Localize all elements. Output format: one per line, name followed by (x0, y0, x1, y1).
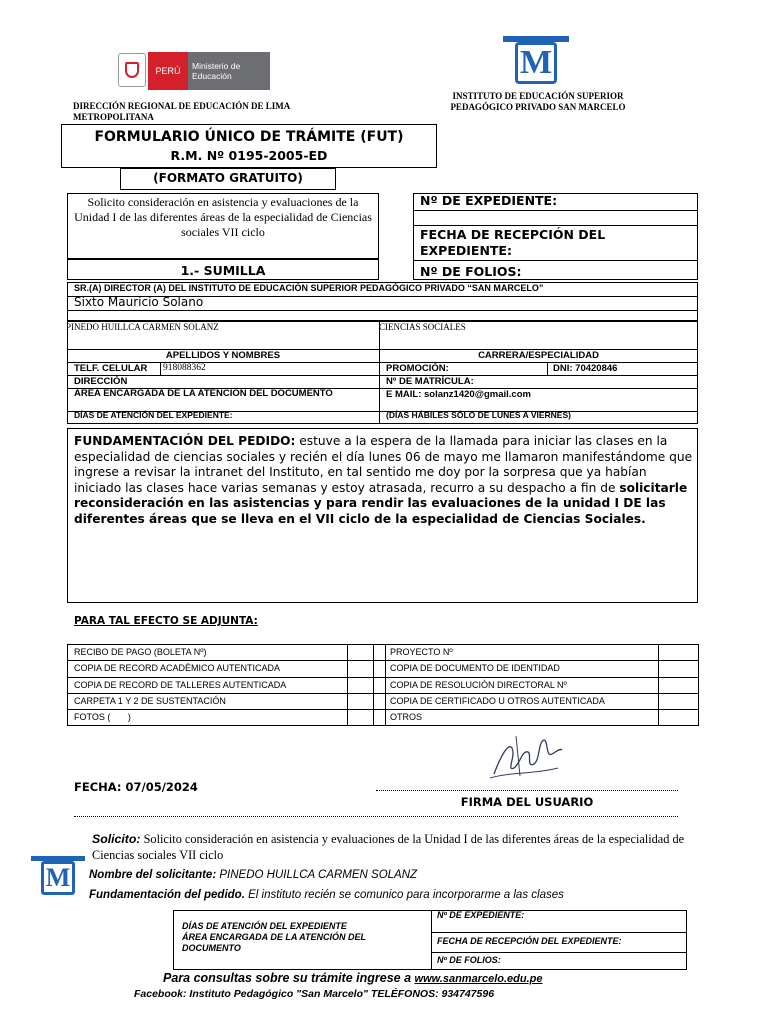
adjunta-left-2: COPIA DE RECORD DE TALLERES AUTENTICADA (74, 680, 287, 690)
adjunta-left-1: COPIA DE RECORD ACADÈMICO AUTENTICADA (74, 663, 281, 673)
fecha-value: FECHA: 07/05/2024 (74, 780, 198, 794)
adjunta-left-4: FOTOS ( ) (74, 712, 131, 722)
cargo-fecha-label: FECHA DE RECEPCIÓN DEL EXPEDIENTE: (437, 936, 622, 946)
cargo-folios-label: Nº DE FOLIOS: (437, 955, 501, 965)
dni-value: DNI: 70420846 (553, 363, 618, 374)
director-name: Sixto Mauricio Solano (74, 295, 204, 309)
fundamentacion-label: FUNDAMENTACIÓN DEL PEDIDO: (74, 434, 296, 448)
ministry-label: Ministerio de Educación (188, 52, 270, 90)
sumilla-text: Solicito consideración en asistencia y evaluaciones de la Unidad I de las diferentes áreas de la especialidad de Ciencias sociales VII ciclo (74, 195, 372, 239)
cargo-solicito-text: Solicito consideración en asistencia y evaluaciones de la Unidad I de las diferentes áreas de la especialidad de Ciencias sociales VII ciclo (92, 832, 685, 862)
footer-consulta-text: Para consultas sobre su trámite ingrese a (163, 971, 412, 985)
career-value: CIENCIAS SOCIALES (379, 322, 466, 332)
applicant-name-value: PINEDO HUILLCA CARMEN SOLANZ (66, 322, 219, 332)
dre-text: DIRECCIÓN REGIONAL DE EDUCACIÓN DE LIMA METROPOLITANA (73, 101, 290, 122)
cargo-area-label: ÁREA ENCARGADA DE LA ATENCIÓN DEL DOCUMENTO (182, 932, 366, 953)
adjunta-right-2: COPIA DE RESOLUCIÒN DIRECTORAL Nº (390, 680, 567, 690)
matricula-label: Nº DE MATRÍCULA: (386, 376, 474, 387)
cargo-fund-label: Fundamentación del pedido. (89, 889, 245, 901)
phone-label: TELF. CELULAR (74, 363, 148, 374)
cargo-num-label: Nº DE EXPEDIENTE: (437, 910, 525, 920)
rm-number: R.M. Nº 0195-2005-ED (170, 148, 328, 163)
adjunta-left-0: RECIBO DE PAGO (BOLETA Nº) (74, 647, 207, 657)
cargo-logo-letter: M (41, 861, 75, 895)
email-value: E MAIL: solanz1420@gmail.com (386, 389, 531, 400)
cargo-solicito-label: Solicito: (92, 832, 141, 846)
firma-label: FIRMA DEL USUARIO (460, 795, 594, 809)
applicant-name-label: APELLIDOS Y NOMBRES (165, 350, 281, 361)
expediente-folios-label: Nº DE FOLIOS: (420, 264, 522, 279)
peru-shield-icon (118, 53, 146, 87)
sumilla-label: 1.- SUMILLA (180, 263, 266, 278)
adjunta-right-0: PROYECTO Nº (390, 647, 453, 657)
days-note: (DÍAS HÁBILES SÓLO DE LUNES A VIERNES) (386, 410, 571, 420)
fundamentacion-text (74, 434, 694, 527)
cargo-nombre-value: PINEDO HUILLCA CARMEN SOLANZ (219, 869, 418, 881)
fundamentacion-body: estuve a la espera de la llamada para iniciar las clases en la especialidad de ciencias sociales y recién el día lunes 06 de mayo me llamaron manifestándome que ingrese a revisar la intranet del Instituto, en tal sentido me doy por la sorpresa que ya habían iniciado las clases hace varias semanas y estoy atrasada, recurro a su despacho a fin de (74, 434, 693, 495)
form-title: FORMULARIO ÚNICO DE TRÁMITE (FUT) (94, 129, 404, 145)
fundamentacion-bold: solicitarle reconsideración en las asistencias y para rendir las evaluaciones de la unidad I DE las diferentes áreas que se lleva en el VII ciclo de la especialidad de Ciencias Sociales. (74, 480, 688, 526)
area-label: AREA ENCARGADA DE LA ATENCIÓN DEL DOCUMENTO (74, 388, 333, 399)
director-label: SR.(A) DIRECTOR (A) DEL INSTITUTO DE EDUCACIÓN SUPERIOR PEDAGÓGICO PRIVADO “SAN MARCELO” (74, 283, 544, 293)
adjunta-right-3: COPIA DE CERTIFICADO U OTROS AUTENTICADA (390, 696, 605, 706)
cargo-nombre (89, 869, 417, 881)
cargo-institute-logo (31, 856, 85, 896)
footer-facebook: Facebook: Instituto Pedagógico "San Marcelo" TELÉFONOS: 934747596 (134, 988, 495, 1000)
footer-consulta (163, 971, 542, 985)
footer-url-link[interactable]: www.sanmarcelo.edu.pe (414, 973, 543, 985)
institute-text: INSTITUTO DE EDUCACIÓN SUPERIOR PEDAGÓGICO PRIVADO SAN MARCELO (450, 91, 626, 112)
adjunta-right-1: COPIA DE DOCUMENTO DE IDENTIDAD (390, 663, 560, 673)
promo-label: PROMOCIÓN: (386, 363, 449, 374)
free-format-label: (FORMATO GRATUITO) (153, 171, 303, 185)
adjunta-left-3: CARPETA 1 Y 2 DE SUSTENTACIÓN (74, 696, 226, 706)
cargo-solicito (92, 831, 692, 863)
address-label: DIRECCIÓN (74, 376, 128, 387)
expediente-fecha-label: FECHA DE RECEPCIÓN DEL EXPEDIENTE: (420, 227, 606, 258)
signature-image (486, 728, 566, 784)
peru-label: PERÚ (148, 52, 188, 90)
institute-logo (503, 36, 569, 86)
cargo-days-label: DÍAS DE ATENCIÓN DEL EXPEDIENTE (182, 921, 347, 931)
days-label: DÍAS DE ATENCIÓN DEL EXPEDIENTE: (74, 410, 233, 420)
ministry-logo (116, 52, 270, 90)
logo-letter: M (515, 42, 557, 84)
expediente-num-label: Nº DE EXPEDIENTE: (420, 193, 558, 208)
adjunta-title: PARA TAL EFECTO SE ADJUNTA: (74, 615, 258, 627)
career-label: CARRERA/ESPECIALIDAD (478, 350, 599, 361)
cargo-fund-value: El instituto recién se comunico para incorporarme a las clases (248, 889, 564, 901)
adjunta-right-4: OTROS (390, 712, 423, 722)
cargo-nombre-label: Nombre del solicitante: (89, 869, 217, 881)
phone-value: 918088362 (163, 363, 206, 373)
cargo-fund (89, 889, 564, 901)
